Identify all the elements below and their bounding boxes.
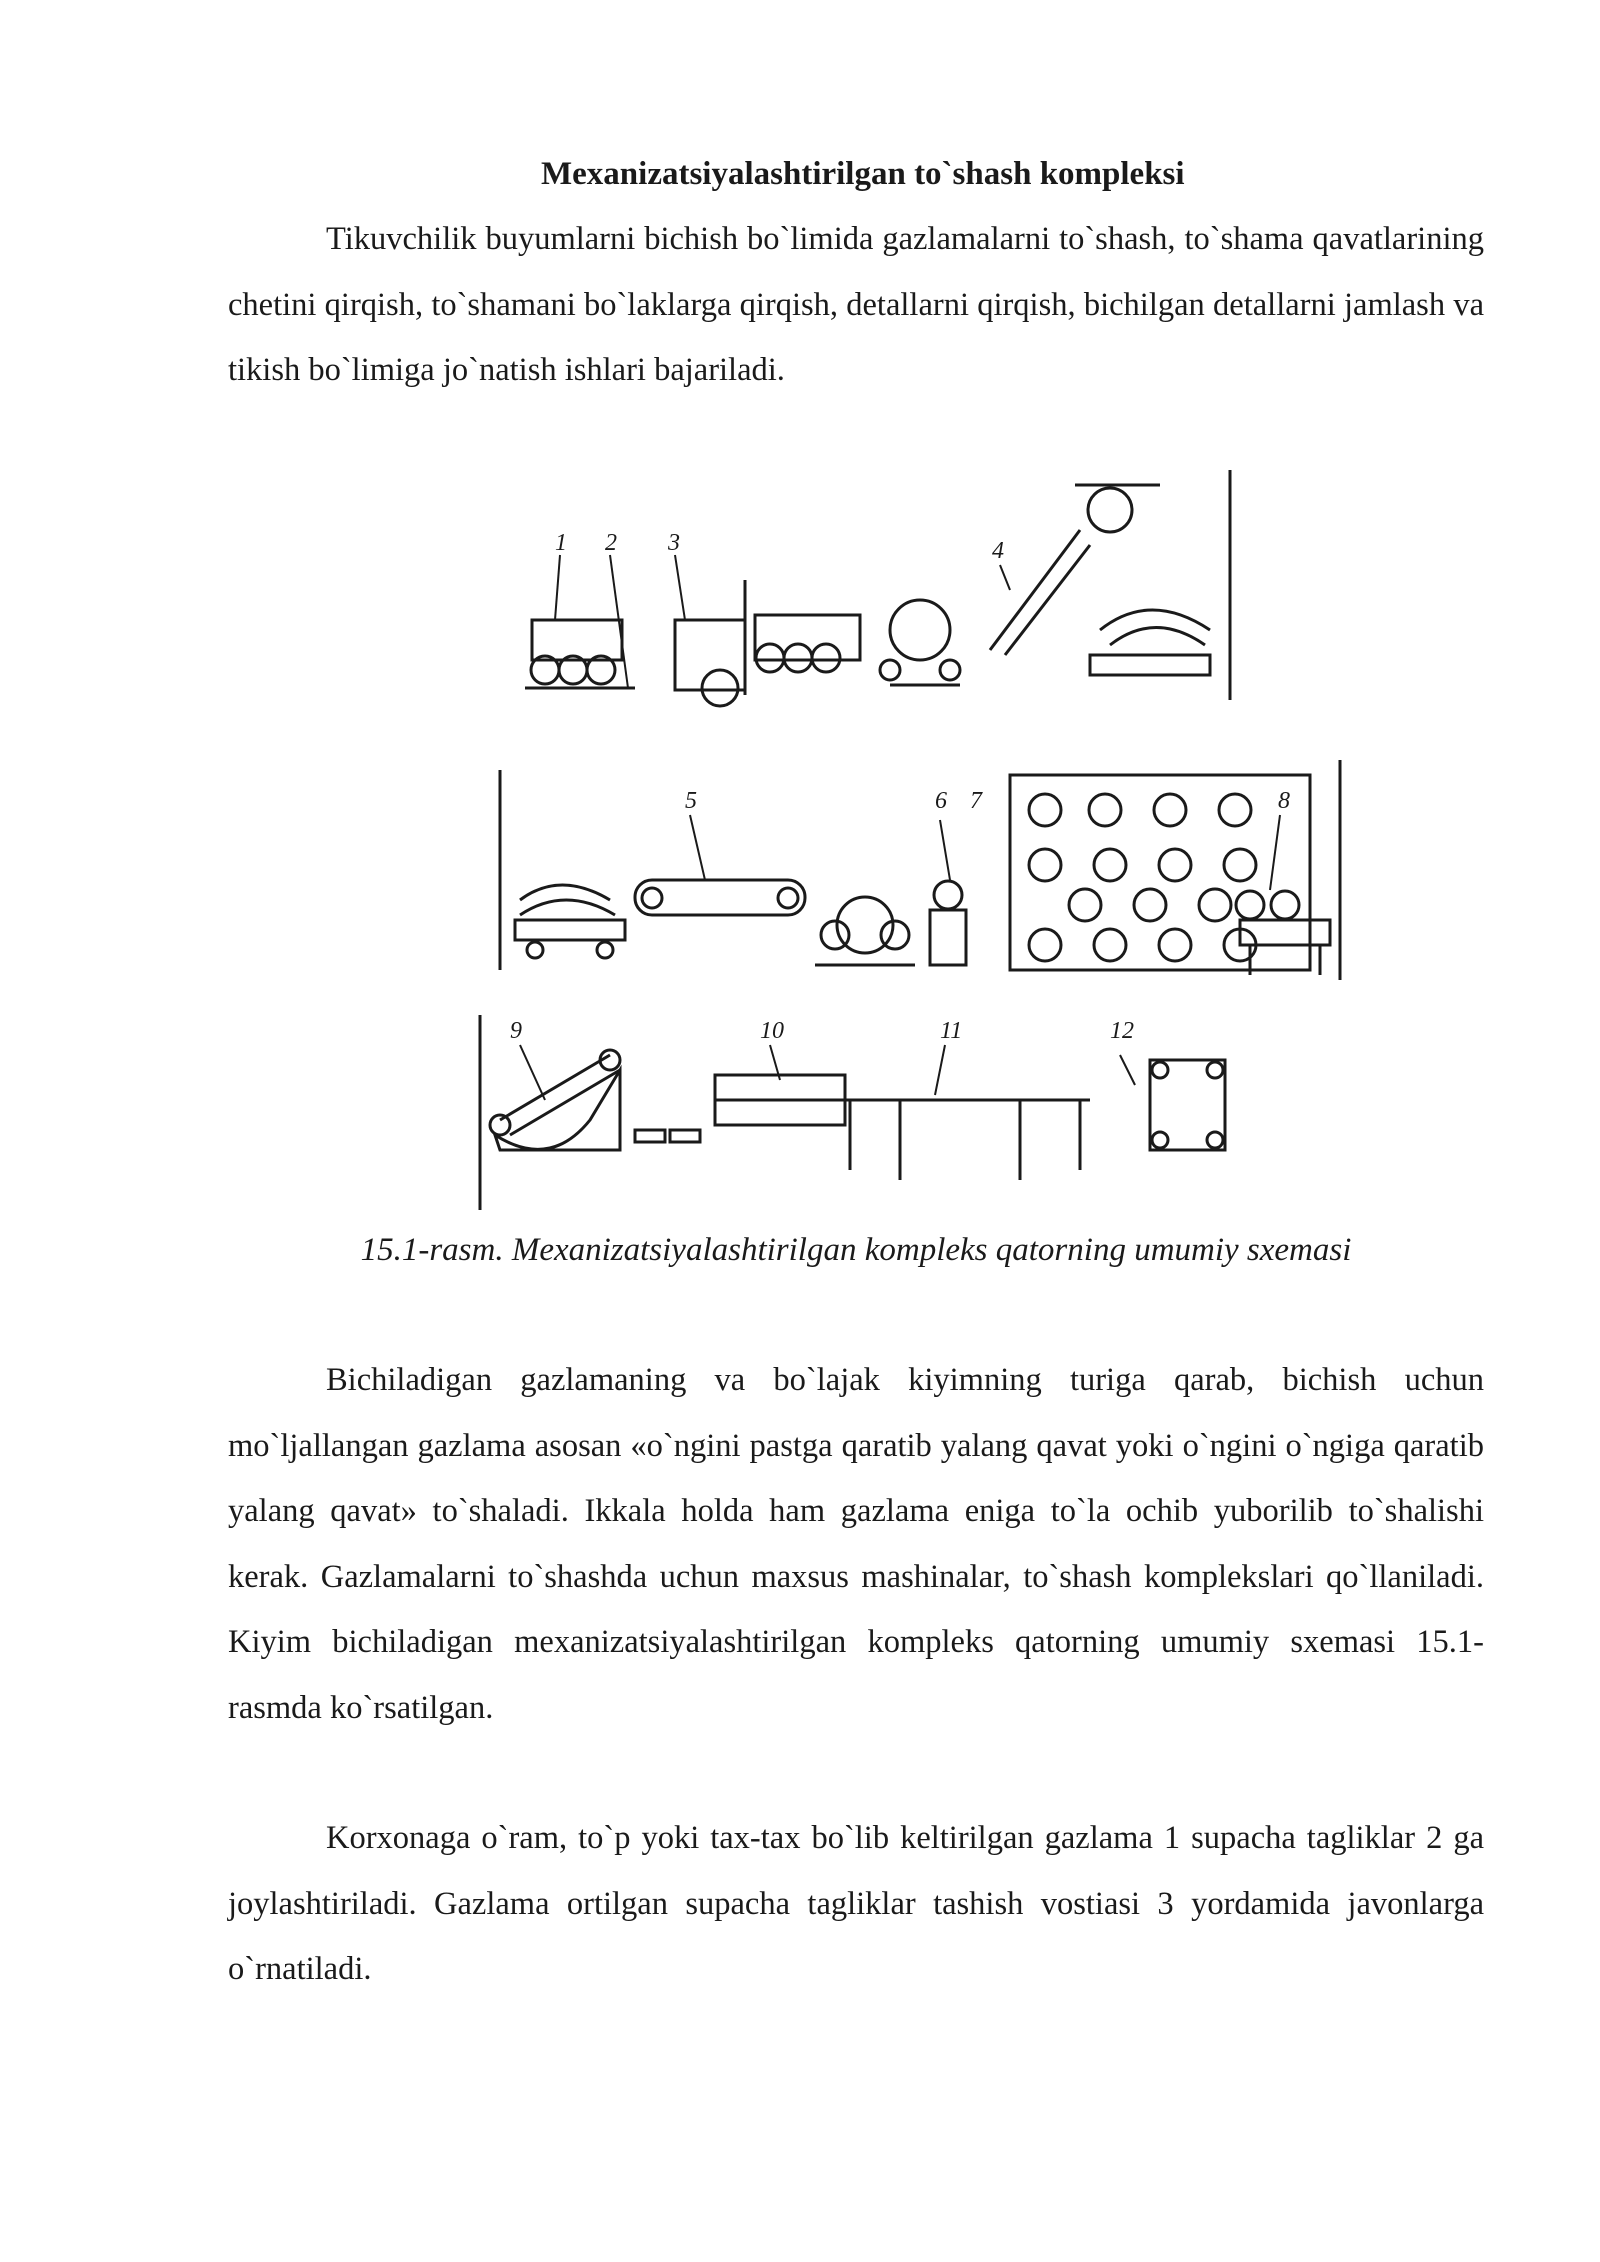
label-5: 5 — [685, 788, 697, 814]
paragraph-laying: Bichiladigan gazlamaning va bo`lajak kiyimning turiga qarab, bichish uchun mo`ljallangan gazlama asosan «o`ngini pastga qaratib yalang qavat yoki o`ngini o`ngiga qaratib yalang qavat» to`shaladi. Ikkala holda ham gazlama eniga to`la ochib yuborilib to`shalishi kerak. Gazlamalarni to`shashda uchun maxsus mashinalar, to`shash komplekslari qo`llaniladi. Kiyim bichiladigan mexanizatsiyalashtirilgan kompleks qatorning umumiy sxemasi 15.1-rasmda ko`rsatilgan. — [228, 1362, 1484, 1726]
label-7: 7 — [970, 788, 982, 814]
complex-line-diagram — [470, 470, 1370, 1210]
paragraph-intro: Tikuvchilik buyumlarni bichish bo`limida gazlamalarni to`shash, to`shama qavatlarining chetini qirqish, to`shamani bo`laklarga qirqish, detallarni qirqish, bichilgan detallarni jamlash va tikish bo`limiga jo`natish ishlari bajariladi. — [228, 221, 1484, 388]
label-4: 4 — [992, 538, 1004, 564]
figure-caption: 15.1-rasm. Mexanizatsiyalashtirilgan kompleks qatorning umumiy sxemasi — [360, 1232, 1352, 1268]
label-3: 3 — [668, 530, 680, 556]
label-6: 6 — [935, 788, 947, 814]
label-9: 9 — [510, 1018, 522, 1044]
label-1: 1 — [555, 530, 567, 556]
paragraph-delivery: Korxonaga o`ram, to`p yoki tax-tax bo`lib keltirilgan gazlama 1 supacha tagliklar 2 ga joylashtiriladi. Gazlama ortilgan supacha tagliklar tashish vostiasi 3 yordamida javonlarga o`rnatiladi. — [228, 1820, 1484, 1987]
row-1-equipment — [525, 470, 1230, 706]
row-2-equipment — [500, 760, 1340, 980]
section-title: Mexanizatsiyalashtirilgan to`shash kompleksi — [541, 156, 1185, 192]
label-11: 11 — [940, 1018, 963, 1044]
label-8: 8 — [1278, 788, 1290, 814]
label-10: 10 — [760, 1018, 784, 1044]
figure-scheme — [470, 470, 1370, 1210]
row-3-equipment — [480, 1015, 1225, 1210]
label-2: 2 — [605, 530, 617, 556]
label-12: 12 — [1110, 1018, 1134, 1044]
